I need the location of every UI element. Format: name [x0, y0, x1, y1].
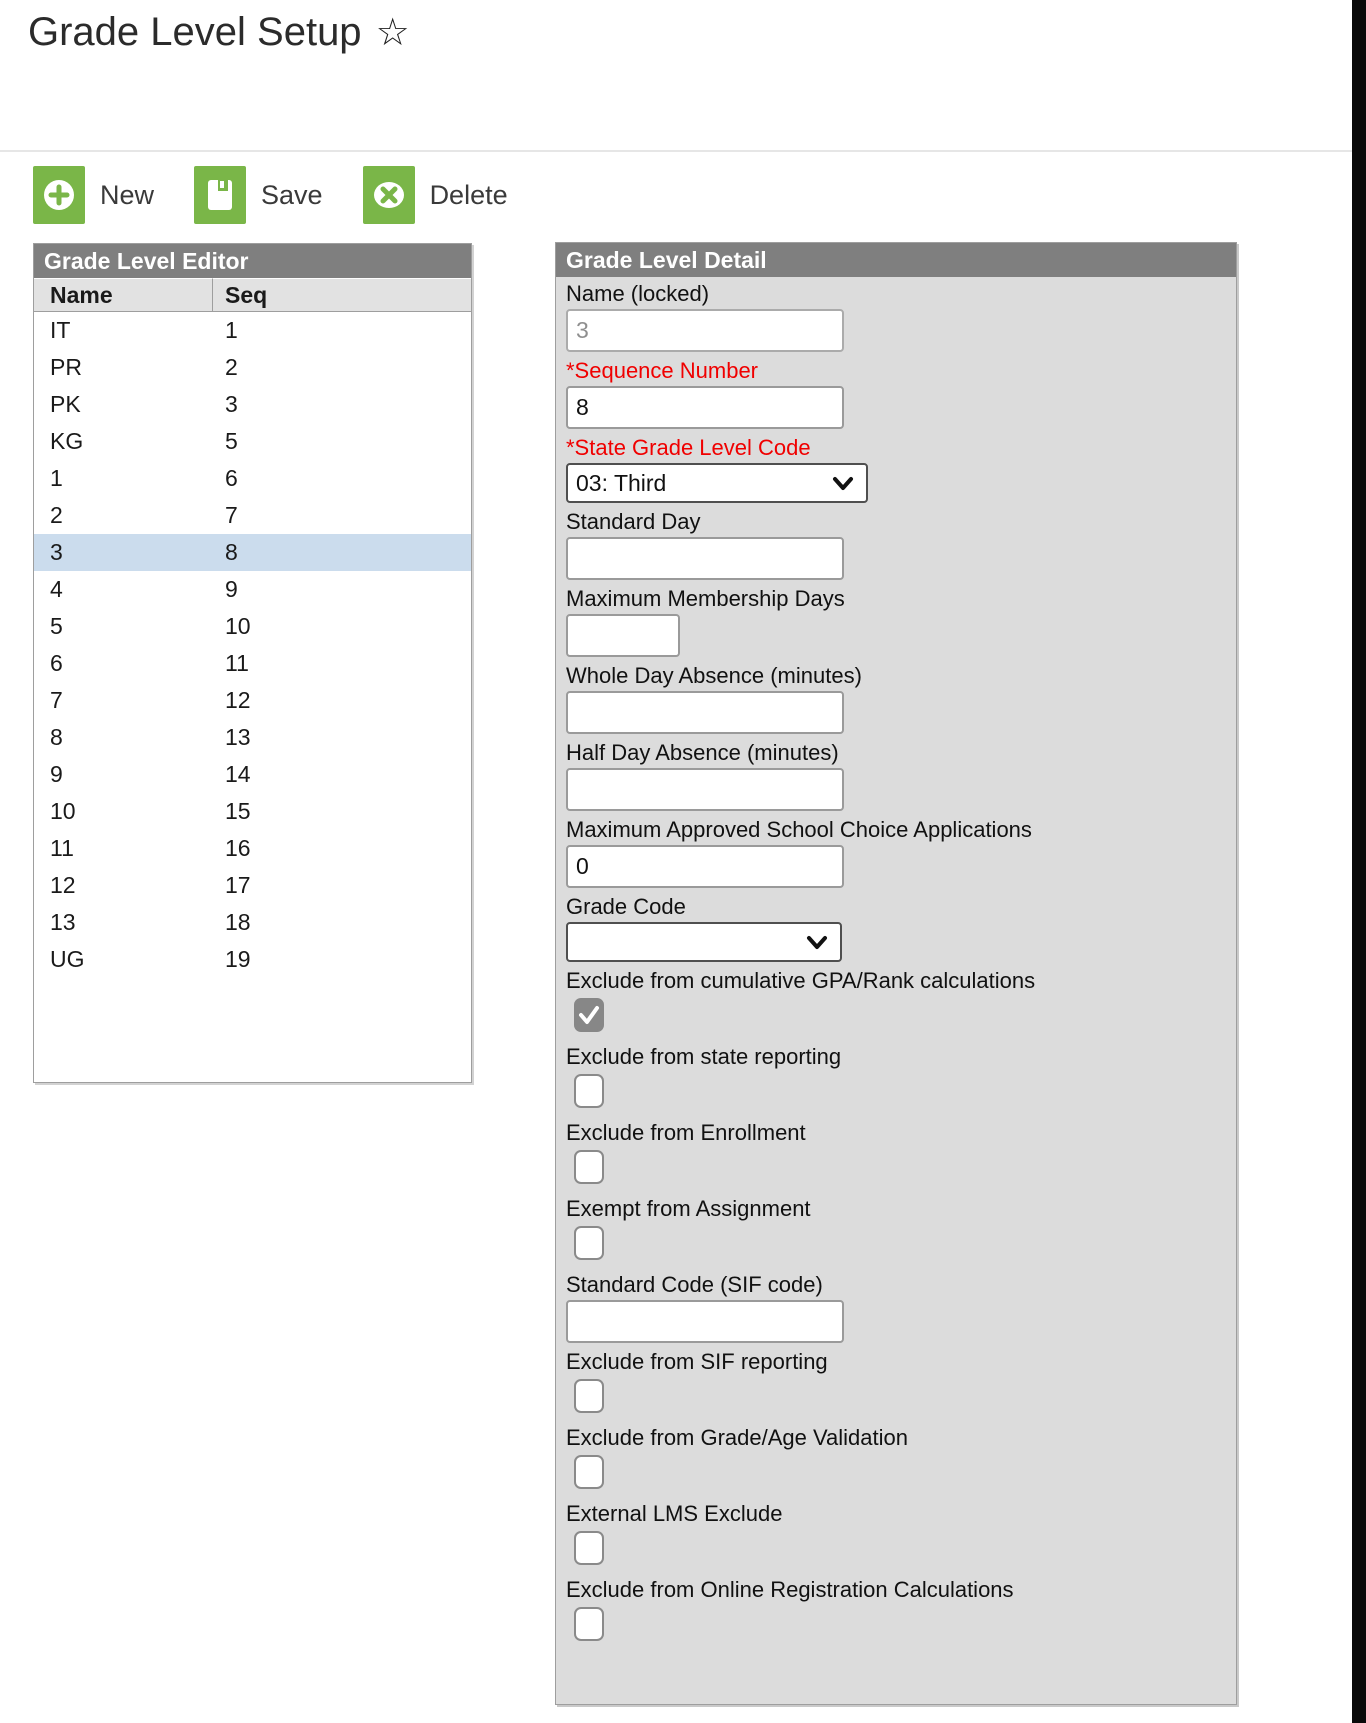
- grade-level-rows: [34, 312, 471, 978]
- standard-code-sif-code-label: Standard Code (SIF code): [566, 1272, 823, 1297]
- row-seq-cell: 13: [225, 724, 251, 750]
- row-seq-cell: 8: [225, 539, 238, 565]
- external-lms-exclude-label: External LMS Exclude: [566, 1501, 783, 1526]
- table-row[interactable]: [34, 423, 471, 460]
- exclude-from-sif-reporting-checkbox[interactable]: [574, 1379, 604, 1413]
- exclude-from-online-registration-calculations-label: Exclude from Online Registration Calculations: [566, 1577, 1014, 1602]
- new-button-label: New: [100, 179, 155, 210]
- exclude-from-grade-age-validation-label: Exclude from Grade/Age Validation: [566, 1425, 908, 1450]
- name-locked-label: Name (locked): [566, 281, 710, 306]
- column-header-seq: Seq: [213, 278, 471, 312]
- grade-level-editor-panel: [33, 243, 472, 1083]
- standard-day-label: Standard Day: [566, 509, 701, 534]
- row-seq-cell: 6: [225, 465, 238, 491]
- exclude-from-enrollment-field: [566, 1120, 1226, 1184]
- row-name-cell: 2: [50, 502, 63, 528]
- maximum-approved-school-choice-applications-field: [566, 817, 1226, 888]
- standard-day-input[interactable]: [566, 537, 844, 580]
- chevron-down-icon: [804, 930, 830, 954]
- save-button[interactable]: [194, 166, 323, 224]
- table-row[interactable]: [34, 830, 471, 867]
- row-seq-cell: 19: [225, 946, 251, 972]
- sequence-number-input[interactable]: [566, 386, 844, 429]
- sequence-number-field: [566, 358, 1226, 429]
- row-name-cell: 1: [50, 465, 63, 491]
- standard-code-sif-code-field: [566, 1272, 1226, 1343]
- row-seq-cell: 12: [225, 687, 251, 713]
- row-name-cell: 10: [50, 798, 76, 824]
- exempt-from-assignment-field: [566, 1196, 1226, 1260]
- row-seq-cell: 3: [225, 391, 238, 417]
- exclude-from-cumulative-gpa-rank-calculations-checkbox[interactable]: [574, 998, 604, 1032]
- state-grade-level-code-select[interactable]: [566, 463, 868, 503]
- row-name-cell: KG: [50, 428, 84, 454]
- row-name-cell: 9: [50, 761, 63, 787]
- half-day-absence-minutes-input[interactable]: [566, 768, 844, 811]
- delete-button-label: Delete: [429, 179, 508, 210]
- table-row[interactable]: [34, 534, 471, 571]
- half-day-absence-minutes-label: Half Day Absence (minutes): [566, 740, 839, 765]
- chevron-down-icon: [830, 471, 856, 495]
- row-name-cell: 8: [50, 724, 63, 750]
- detail-fields: [556, 277, 1236, 1641]
- external-lms-exclude-field: [566, 1501, 1226, 1565]
- exclude-from-cumulative-gpa-rank-calculations-label: Exclude from cumulative GPA/Rank calculations: [566, 968, 1036, 993]
- maximum-membership-days-input[interactable]: [566, 614, 680, 657]
- table-row[interactable]: [34, 941, 471, 978]
- editor-column-headers: [34, 278, 471, 312]
- exclude-from-state-reporting-checkbox[interactable]: [574, 1074, 604, 1108]
- row-seq-cell: 11: [225, 650, 249, 676]
- exempt-from-assignment-label: Exempt from Assignment: [566, 1196, 811, 1221]
- name-locked-input[interactable]: [566, 309, 844, 352]
- table-row[interactable]: [34, 645, 471, 682]
- toolbar: [33, 166, 508, 224]
- row-name-cell: 13: [50, 909, 76, 935]
- table-row[interactable]: [34, 571, 471, 608]
- plus-circle-icon: [33, 166, 85, 224]
- page-title: [28, 10, 410, 55]
- external-lms-exclude-checkbox[interactable]: [574, 1531, 604, 1565]
- row-name-cell: 4: [50, 576, 63, 602]
- save-button-label: Save: [261, 179, 323, 210]
- maximum-membership-days-label: Maximum Membership Days: [566, 586, 845, 611]
- table-row[interactable]: [34, 460, 471, 497]
- standard-day-field: [566, 509, 1226, 580]
- exclude-from-online-registration-calculations-checkbox[interactable]: [574, 1607, 604, 1641]
- row-name-cell: IT: [50, 317, 71, 343]
- standard-code-sif-code-input[interactable]: [566, 1300, 844, 1343]
- half-day-absence-minutes-field: [566, 740, 1226, 811]
- table-row[interactable]: [34, 793, 471, 830]
- exclude-from-grade-age-validation-checkbox[interactable]: [574, 1455, 604, 1489]
- grade-code-field: [566, 894, 1226, 962]
- x-circle-icon: [363, 166, 415, 224]
- delete-button[interactable]: [363, 166, 508, 224]
- grade-level-detail-header: Grade Level Detail: [556, 243, 1236, 277]
- row-seq-cell: 2: [225, 354, 238, 380]
- state-grade-level-code-label: *State Grade Level Code: [566, 435, 811, 460]
- table-row[interactable]: [34, 682, 471, 719]
- row-seq-cell: 18: [225, 909, 251, 935]
- grade-level-detail-panel: [555, 242, 1237, 1705]
- row-seq-cell: 9: [225, 576, 238, 602]
- row-name-cell: 11: [50, 835, 74, 861]
- exclude-from-enrollment-label: Exclude from Enrollment: [566, 1120, 806, 1145]
- table-row[interactable]: [34, 349, 471, 386]
- header-divider: [0, 150, 1352, 152]
- row-name-cell: UG: [50, 946, 85, 972]
- exclude-from-sif-reporting-field: [566, 1349, 1226, 1413]
- row-seq-cell: 15: [225, 798, 251, 824]
- whole-day-absence-minutes-input[interactable]: [566, 691, 844, 734]
- row-name-cell: PR: [50, 354, 82, 380]
- row-seq-cell: 1: [225, 317, 238, 343]
- row-seq-cell: 7: [225, 502, 238, 528]
- save-disk-icon: [194, 166, 246, 224]
- maximum-membership-days-field: [566, 586, 1226, 657]
- checkmark-icon: [577, 1003, 601, 1027]
- row-seq-cell: 14: [225, 761, 251, 787]
- row-seq-cell: 5: [225, 428, 238, 454]
- grade-code-select[interactable]: [566, 922, 842, 962]
- exclude-from-cumulative-gpa-rank-calculations-field: [566, 968, 1226, 1032]
- new-button[interactable]: [33, 166, 154, 224]
- row-seq-cell: 17: [225, 872, 251, 898]
- table-row[interactable]: [34, 719, 471, 756]
- whole-day-absence-minutes-label: Whole Day Absence (minutes): [566, 663, 862, 688]
- row-name-cell: 12: [50, 872, 76, 898]
- name-locked-field: [566, 281, 1226, 352]
- table-row[interactable]: [34, 608, 471, 645]
- favorite-star-icon[interactable]: ☆: [375, 12, 410, 54]
- sequence-number-label: *Sequence Number: [566, 358, 759, 383]
- whole-day-absence-minutes-field: [566, 663, 1226, 734]
- column-header-name: Name: [34, 278, 213, 312]
- row-seq-cell: 10: [225, 613, 251, 639]
- state-grade-level-code-field: [566, 435, 1226, 503]
- table-row[interactable]: [34, 867, 471, 904]
- table-row[interactable]: [34, 312, 471, 349]
- row-name-cell: 5: [50, 613, 63, 639]
- page-header: [0, 0, 1352, 150]
- row-name-cell: 3: [50, 539, 63, 565]
- table-row[interactable]: [34, 904, 471, 941]
- exclude-from-enrollment-checkbox[interactable]: [574, 1150, 604, 1184]
- exclude-from-online-registration-calculations-field: [566, 1577, 1226, 1641]
- maximum-approved-school-choice-applications-input[interactable]: [566, 845, 844, 888]
- state-grade-level-code-selected-value: 03: Third: [576, 469, 667, 496]
- table-row[interactable]: [34, 386, 471, 423]
- row-name-cell: 6: [50, 650, 63, 676]
- exclude-from-sif-reporting-label: Exclude from SIF reporting: [566, 1349, 828, 1374]
- table-row[interactable]: [34, 497, 471, 534]
- right-edge-strip: [1352, 0, 1366, 1723]
- row-seq-cell: 16: [225, 835, 251, 861]
- row-name-cell: PK: [50, 391, 81, 417]
- exclude-from-state-reporting-field: [566, 1044, 1226, 1108]
- maximum-approved-school-choice-applications-label: Maximum Approved School Choice Applications: [566, 817, 1032, 842]
- grade-level-editor-header: Grade Level Editor: [34, 244, 471, 278]
- exclude-from-state-reporting-label: Exclude from state reporting: [566, 1044, 842, 1069]
- exclude-from-grade-age-validation-field: [566, 1425, 1226, 1489]
- row-name-cell: 7: [50, 687, 63, 713]
- page-title-text: Grade Level Setup: [28, 10, 362, 54]
- exempt-from-assignment-checkbox[interactable]: [574, 1226, 604, 1260]
- grade-code-label: Grade Code: [566, 894, 686, 919]
- table-row[interactable]: [34, 756, 471, 793]
